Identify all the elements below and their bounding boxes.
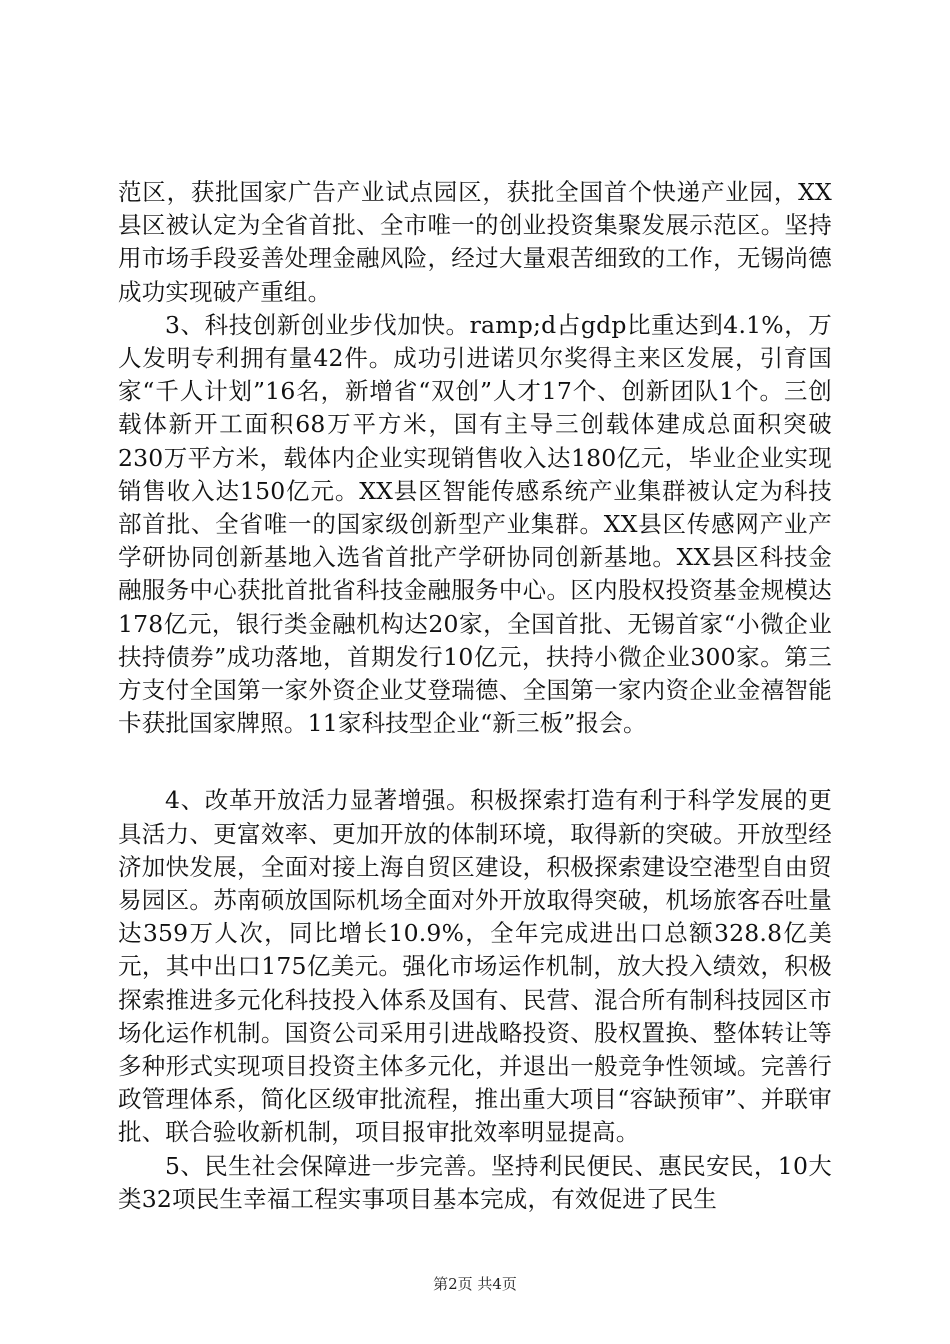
paragraph-continuation: 范区，获批国家广告产业试点园区，获批全国首个快递产业园，XX县区被认定为全省首批、全市唯一的创业投资集聚发展示范区。坚持用市场手段妥善处理金融风险，经过大量艰苦细致的工作，无锡尚德成功实现破产重组。 bbox=[118, 178, 832, 306]
paragraph-item-5: 5、民生社会保障进一步完善。坚持利民便民、惠民安民，10大类32项民生幸福工程实事项目基本完成，有效促进了民生 bbox=[118, 1151, 832, 1213]
body-text bbox=[118, 176, 832, 1216]
paragraph-gap bbox=[118, 740, 832, 784]
page-footer: 第2页 共4页 bbox=[433, 1275, 517, 1293]
paragraph-item-3: 3、科技创新创业步伐加快。ramp;d占gdp比重达到4.1%，万人发明专利拥有量42件。成功引进诺贝尔奖得主来区发展，引育国家“千人计划”16名，新增省“双创”人才17个、创新团队1个。三创载体新开工面积68万平方米，国有主导三创载体建成总面积突破230万平方米，载体内企业实现销售收入达180亿元，毕业企业实现销售收入达150亿元。XX县区智能传感系统产业集群被认定为科技部首批、全省唯一的国家级创新型产业集群。XX县区传感网产业产学研协同创新基地入选省首批产学研协同创新基地。XX县区科技金融服务中心获批首批省科技金融服务中心。区内股权投资基金规模达178亿元，银行类金融机构达20家，全国首批、无锡首家“小微企业扶持债券”成功落地，首期发行10亿元，扶持小微企业300家。第三方支付全国第一家外资企业艾登瑞德、全国第一家内资企业金禧智能卡获批国家牌照。11家科技型企业“新三板”报会。 bbox=[118, 310, 832, 738]
paragraph-item-4: 4、改革开放活力显著增强。积极探索打造有利于科学发展的更具活力、更富效率、更加开放的体制环境，取得新的突破。开放型经济加快发展，全面对接上海自贸区建设，积极探索建设空港型自由贸易园区。苏南硕放国际机场全面对外开放取得突破，机场旅客吞吐量达359万人次，同比增长10.9%，全年完成进出口总额328.8亿美元，其中出口175亿美元。强化市场运作机制，放大投入绩效，积极探索推进多元化科技投入体系及国有、民营、混合所有制科技园区市场化运作机制。国资公司采用引进战略投资、股权置换、整体转让等多种形式实现项目投资主体多元化，并退出一般竞争性领域。完善行政管理体系，简化区级审批流程，推出重大项目“容缺预审”、并联审批、联合验收新机制，项目报审批效率明显提高。 bbox=[118, 786, 832, 1147]
